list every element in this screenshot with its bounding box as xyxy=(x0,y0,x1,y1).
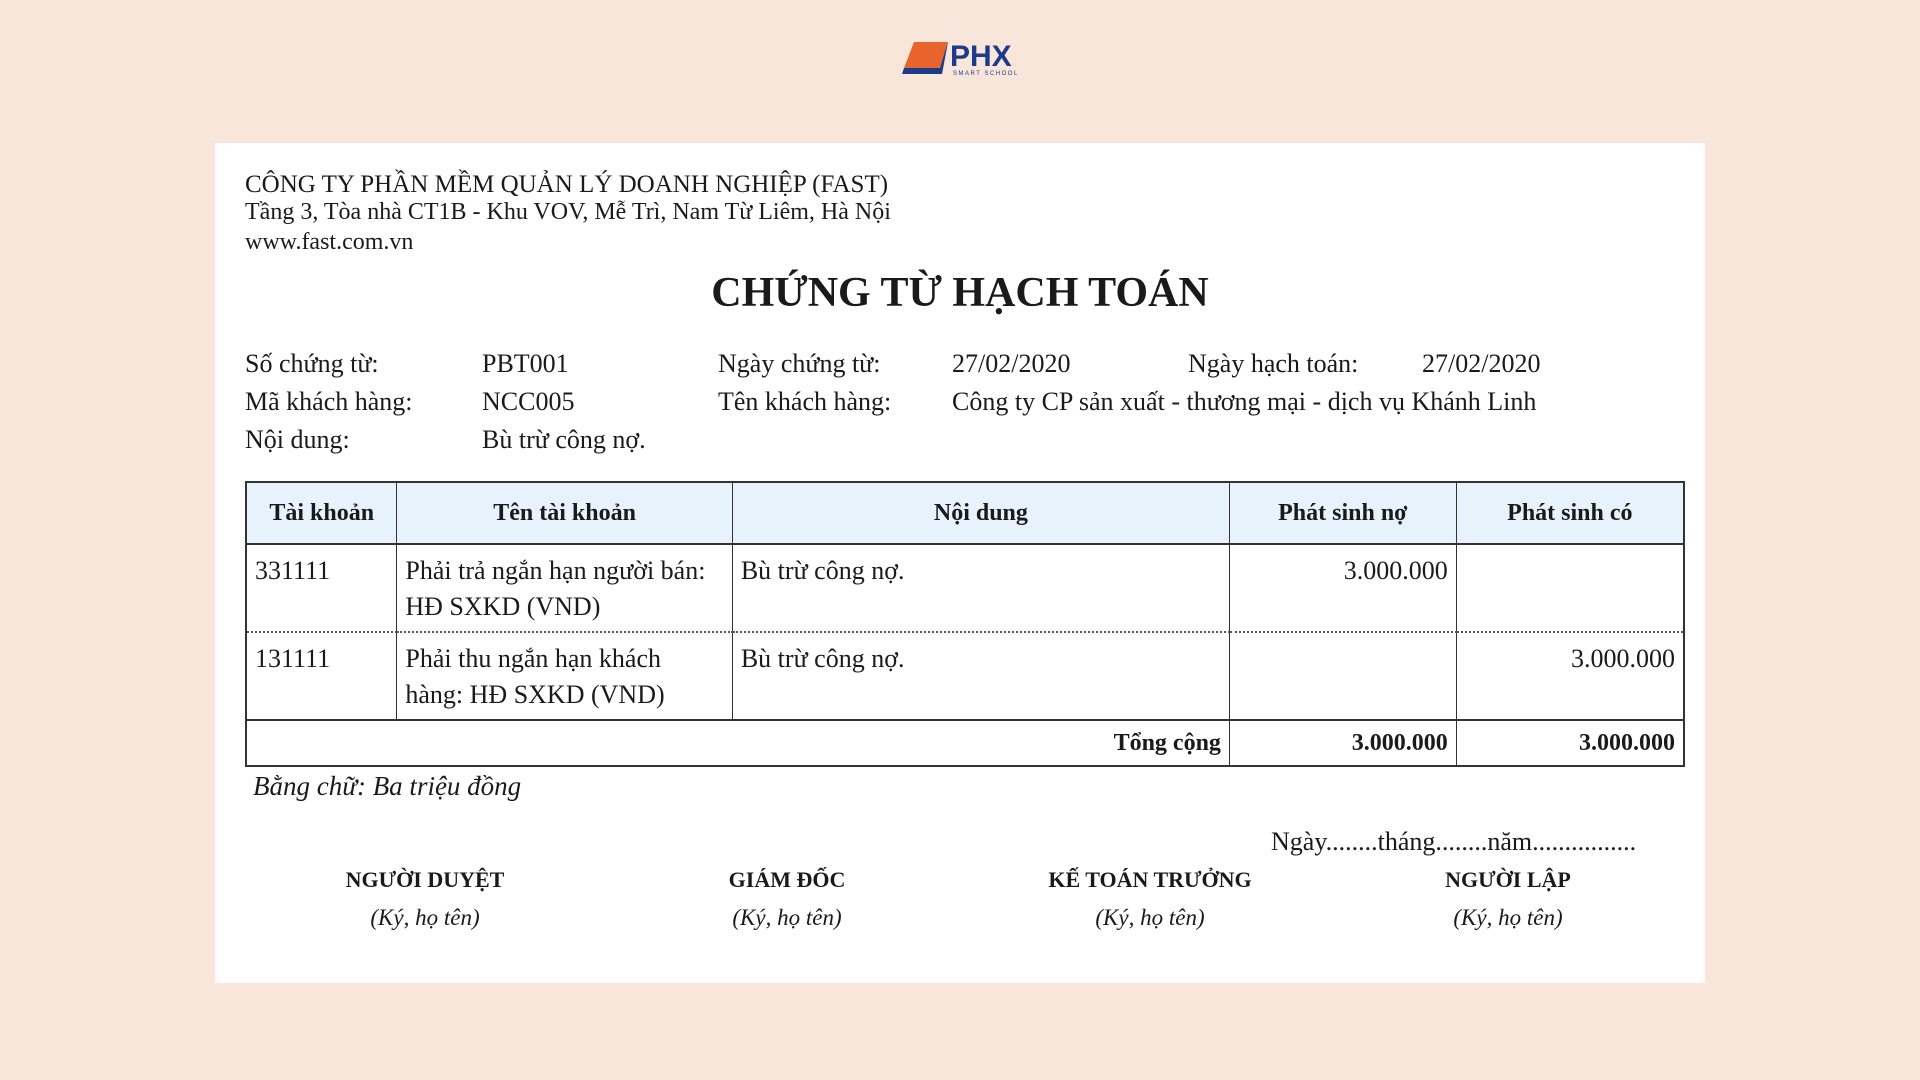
cell-debit: 3.000.000 xyxy=(1229,544,1456,632)
signature-title-chief-accountant: KẾ TOÁN TRƯỞNG xyxy=(1048,867,1252,892)
signature-note-approver: (Ký, họ tên) xyxy=(370,905,480,930)
table-row xyxy=(246,632,1684,720)
company-address: Tầng 3, Tòa nhà CT1B - Khu VOV, Mễ Trì, Nam Từ Liêm, Hà Nội xyxy=(245,199,891,225)
customer-name-value: Công ty CP sản xuất - thương mại - dịch vụ Khánh Linh xyxy=(952,387,1537,416)
header-debit: Phát sinh nợ xyxy=(1229,482,1456,544)
voucher-no-label: Số chứng từ: xyxy=(245,349,379,378)
total-row xyxy=(246,720,1684,766)
posting-date-value: 27/02/2020 xyxy=(1422,349,1541,378)
voucher-document xyxy=(215,143,1705,983)
header-account-name: Tên tài khoản xyxy=(397,482,732,544)
total-label: Tổng cộng xyxy=(246,720,1229,766)
phx-logo xyxy=(900,38,1030,82)
logo-tagline: SMART SCHOOL xyxy=(953,71,1019,77)
table-header-row xyxy=(246,482,1684,544)
customer-code-label: Mã khách hàng: xyxy=(245,387,413,416)
signature-note-preparer: (Ký, họ tên) xyxy=(1453,905,1563,930)
total-debit: 3.000.000 xyxy=(1229,720,1456,766)
signature-title-preparer: NGƯỜI LẬP xyxy=(1445,867,1571,892)
content-label: Nội dung: xyxy=(245,425,350,454)
amount-in-words: Bằng chữ: Ba triệu đồng xyxy=(253,771,522,801)
cell-credit xyxy=(1456,544,1684,632)
cell-content: Bù trừ công nợ. xyxy=(732,544,1229,632)
signature-title-approver: NGƯỜI DUYỆT xyxy=(345,867,505,892)
customer-name-label: Tên khách hàng: xyxy=(718,387,892,416)
cell-debit xyxy=(1229,632,1456,720)
cell-account: 131111 xyxy=(246,632,397,720)
entries-table xyxy=(245,481,1685,767)
phx-logo-icon xyxy=(900,38,950,82)
cell-account-name: Phải thu ngắn hạn khách hàng: HĐ SXKD (VND) xyxy=(397,632,732,720)
total-credit: 3.000.000 xyxy=(1456,720,1684,766)
customer-code-value: NCC005 xyxy=(482,387,575,416)
voucher-no-value: PBT001 xyxy=(482,349,569,378)
signature-date-line: Ngày........tháng........năm................ xyxy=(1271,827,1637,856)
voucher-date-label: Ngày chứng từ: xyxy=(718,349,881,378)
cell-content: Bù trừ công nợ. xyxy=(732,632,1229,720)
cell-account: 331111 xyxy=(246,544,397,632)
company-website: www.fast.com.vn xyxy=(245,229,414,255)
header-account: Tài khoản xyxy=(246,482,397,544)
header-credit: Phát sinh có xyxy=(1456,482,1684,544)
signature-title-director: GIÁM ĐỐC xyxy=(728,867,846,892)
header-content: Nội dung xyxy=(732,482,1229,544)
company-name: CÔNG TY PHẦN MỀM QUẢN LÝ DOANH NGHIỆP (FAST) xyxy=(245,171,889,198)
signature-note-chief-accountant: (Ký, họ tên) xyxy=(1095,905,1205,930)
posting-date-label: Ngày hạch toán: xyxy=(1188,349,1359,378)
document-title: CHỨNG TỪ HẠCH TOÁN xyxy=(711,270,1209,316)
logo-name: PHX xyxy=(950,40,1012,73)
signature-note-director: (Ký, họ tên) xyxy=(732,905,842,930)
cell-credit: 3.000.000 xyxy=(1456,632,1684,720)
cell-account-name: Phải trả ngắn hạn người bán: HĐ SXKD (VND) xyxy=(397,544,732,632)
voucher-date-value: 27/02/2020 xyxy=(952,349,1071,378)
content-value: Bù trừ công nợ. xyxy=(482,425,646,454)
table-row xyxy=(246,544,1684,632)
